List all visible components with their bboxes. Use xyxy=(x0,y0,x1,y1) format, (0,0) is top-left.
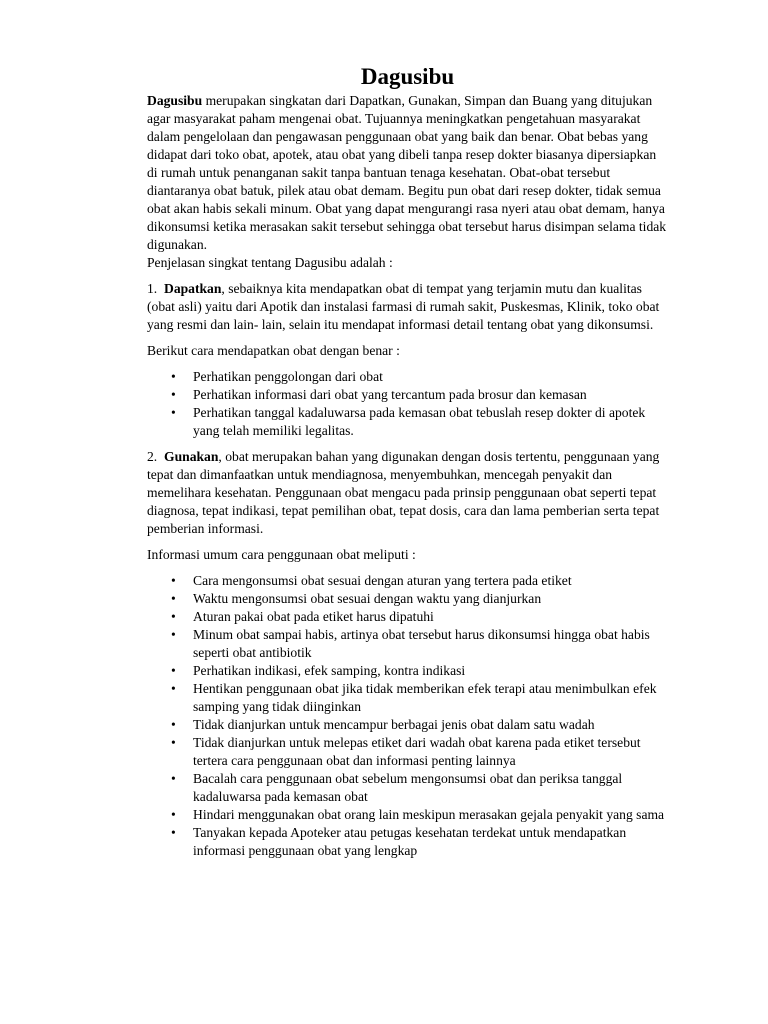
bullet-icon: • xyxy=(171,735,176,750)
bullet-icon: • xyxy=(171,825,176,840)
list-item-text: Bacalah cara penggunaan obat sebelum mengonsumsi obat dan periksa tanggal kadaluwarsa pada kemasan obat xyxy=(193,771,623,804)
bullet-icon: • xyxy=(171,771,176,786)
bullet-icon: • xyxy=(171,387,176,402)
section-1-paragraph xyxy=(147,280,668,334)
list-item-text: Perhatikan informasi dari obat yang tercantum pada brosur dan kemasan xyxy=(193,387,587,402)
bullet-icon: • xyxy=(171,591,176,606)
list-item xyxy=(171,572,668,590)
bullet-icon: • xyxy=(171,627,176,642)
explain-intro: Penjelasan singkat tentang Dagusibu adalah : xyxy=(147,255,393,270)
section-2-list xyxy=(147,572,668,860)
list-item-text: Minum obat sampai habis, artinya obat tersebut harus dikonsumsi hingga obat habis seperti obat antibiotik xyxy=(193,627,650,660)
intro-paragraph xyxy=(147,92,668,254)
list-item-text: Waktu mengonsumsi obat sesuai dengan waktu yang dianjurkan xyxy=(193,591,542,606)
list-item-text: Hindari menggunakan obat orang lain meskipun merasakan gejala penyakit yang sama xyxy=(193,807,665,822)
list-item xyxy=(171,590,668,608)
list-item-text: Tidak dianjurkan untuk mencampur berbagai jenis obat dalam satu wadah xyxy=(193,717,595,732)
bullet-icon: • xyxy=(171,609,176,624)
section-2-text: , obat merupakan bahan yang digunakan dengan dosis tertentu, penggunaan yang tepat dan dimanfaatkan untuk mendiagnosa, menyembuhkan, mencegah penyakit dan memelihara kesehatan. Penggunaan obat mengacu pada prinsip penggunaan obat seperti tepat diagnosa, tepat indikasi, tepat pemilihan obat, tepat dosis, cara dan lama pemberian serta tepat pemberian informasi. xyxy=(147,449,660,536)
section-2-heading: Gunakan xyxy=(164,449,219,464)
bullet-icon: • xyxy=(171,717,176,732)
list-item-text: Tanyakan kepada Apoteker atau petugas kesehatan terdekat untuk mendapatkan informasi penggunaan obat yang lengkap xyxy=(193,825,627,858)
list-item-text: Aturan pakai obat pada etiket harus dipatuhi xyxy=(193,609,434,624)
list-item-text: Perhatikan indikasi, efek samping, kontra indikasi xyxy=(193,663,466,678)
bullet-icon: • xyxy=(171,681,176,696)
document-title: Dagusibu xyxy=(360,64,455,89)
intro-bold-term: Dagusibu xyxy=(147,93,203,108)
section-1-number: 1. xyxy=(147,281,164,296)
section-2-number: 2. xyxy=(147,449,164,464)
list-item xyxy=(171,824,668,860)
list-item-text: Perhatikan tanggal kadaluwarsa pada kemasan obat tebuslah resep dokter di apotek yang telah memiliki legalitas. xyxy=(193,405,646,438)
list-item xyxy=(171,368,668,386)
bullet-icon: • xyxy=(171,369,176,384)
list-item-text: Tidak dianjurkan untuk melepas etiket dari wadah obat karena pada etiket tersebut tertera cara penggunaan obat dan informasi penting lainnya xyxy=(193,735,641,768)
list-item xyxy=(171,386,668,404)
list-item-text: Perhatikan penggolongan dari obat xyxy=(193,369,383,384)
section-1-heading: Dapatkan xyxy=(164,281,222,296)
section-2-list-intro: Informasi umum cara penggunaan obat meliputi : xyxy=(147,547,416,562)
list-item xyxy=(171,734,668,770)
section-1-list-intro: Berikut cara mendapatkan obat dengan benar : xyxy=(147,343,400,358)
bullet-icon: • xyxy=(171,405,176,420)
list-item xyxy=(171,404,668,440)
list-item xyxy=(171,680,668,716)
list-item-text: Cara mengonsumsi obat sesuai dengan aturan yang tertera pada etiket xyxy=(193,573,572,588)
list-item xyxy=(171,608,668,626)
list-item xyxy=(171,806,668,824)
list-item-text: Hentikan penggunaan obat jika tidak memberikan efek terapi atau menimbulkan efek samping yang tidak diinginkan xyxy=(193,681,657,714)
section-1-text: , sebaiknya kita mendapatkan obat di tempat yang terjamin mutu dan kualitas (obat asli) yaitu dari Apotik dan instalasi farmasi di rumah sakit, Puskesmas, Klinik, toko obat yang resmi dan lain- lain, selain itu mendapat informasi detail tentang obat yang dikonsumsi. xyxy=(147,281,660,332)
section-2-paragraph xyxy=(147,448,668,538)
list-item xyxy=(171,626,668,662)
intro-text: merupakan singkatan dari Dapatkan, Gunakan, Simpan dan Buang yang ditujukan agar masyarakat paham mengenai obat. Tujuannya meningkatkan pengetahuan masyarakat dalam pengelolaan dan pengawasan penggunaan obat yang baik dan benar. Obat bebas yang didapat dari toko obat, apotek, atau obat yang dibeli tanpa resep dokter biasanya dipersiapkan di rumah untuk penanganan sakit tanpa bantuan tenaga kesehatan. Obat-obat tersebut diantaranya obat batuk, pilek atau obat demam. Begitu pun obat dari resep dokter, tidak semua obat akan habis sekali minum. Obat yang dapat mengurangi rasa nyeri atau obat demam, hanya dikonsumsi ketika merasakan sakit tersebut sehingga obat tersebut harus disimpan selama tidak digunakan. xyxy=(147,93,667,252)
bullet-icon: • xyxy=(171,573,176,588)
list-item xyxy=(171,770,668,806)
bullet-icon: • xyxy=(171,663,176,678)
bullet-icon: • xyxy=(171,807,176,822)
list-item xyxy=(171,716,668,734)
section-1-list xyxy=(147,368,668,440)
list-item xyxy=(171,662,668,680)
